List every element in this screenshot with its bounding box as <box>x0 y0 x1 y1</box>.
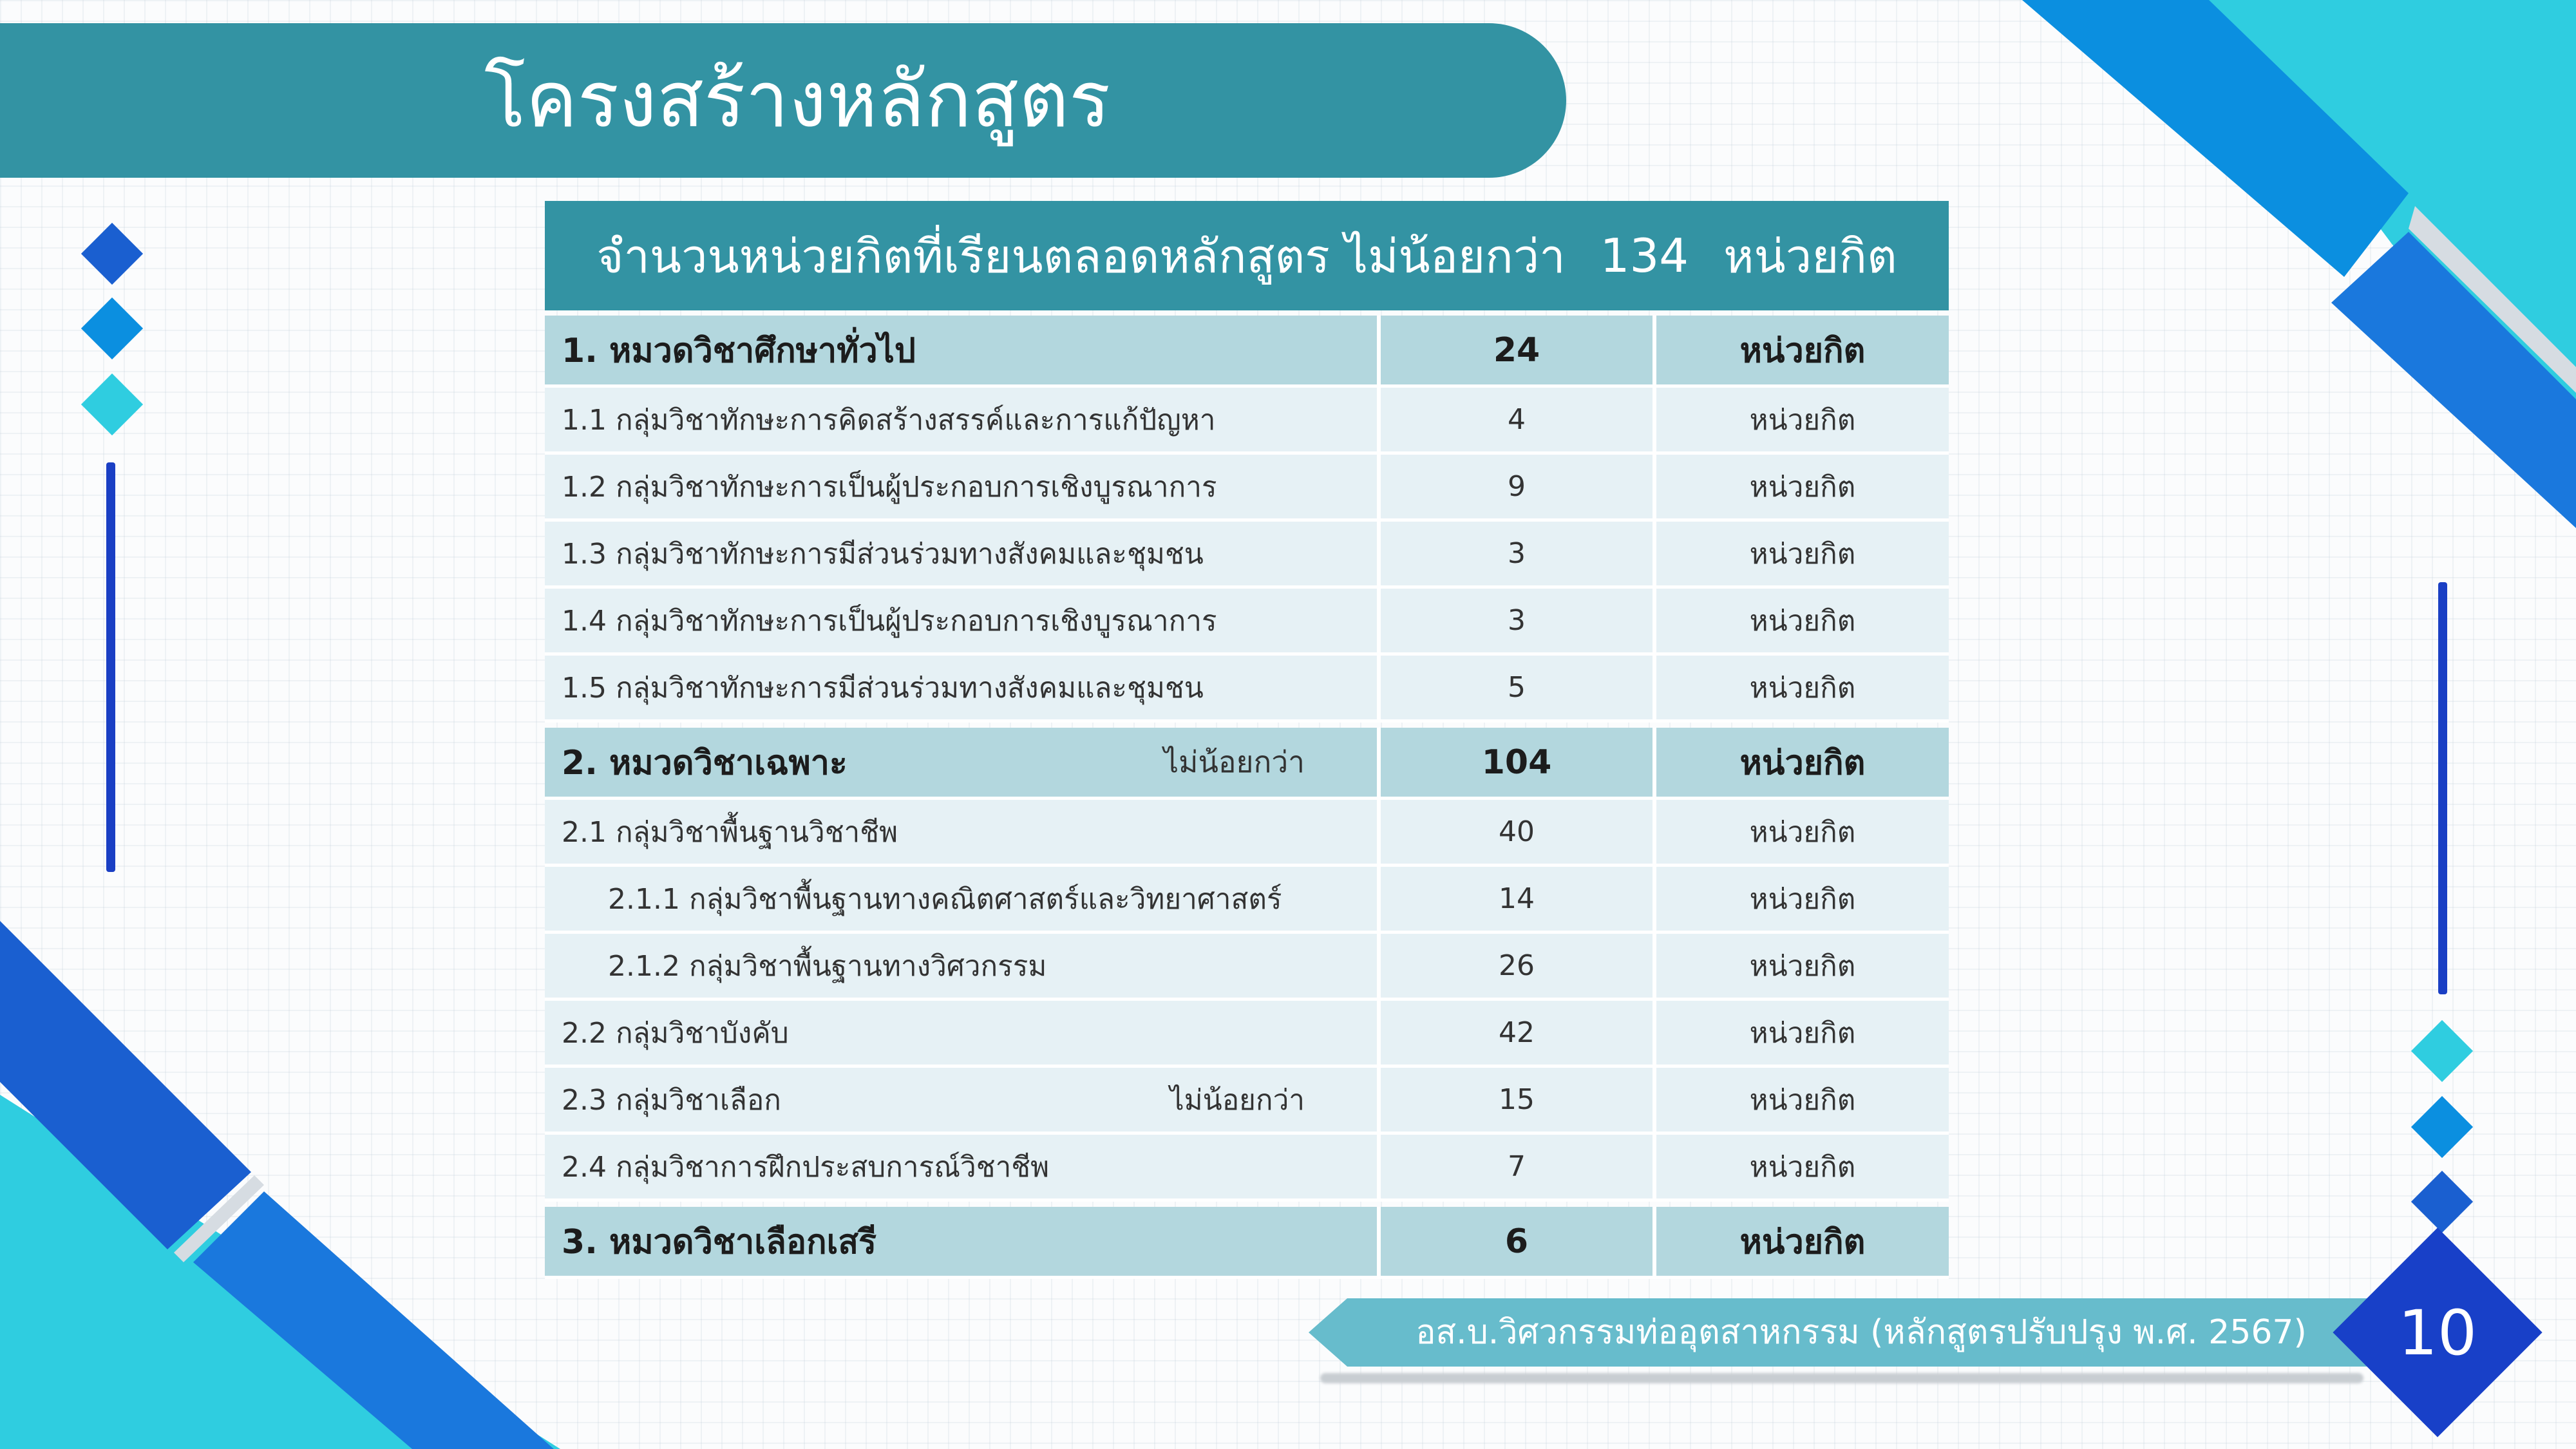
group-name: 1.1 กลุ่มวิชาทักษะการคิดสร้างสรรค์และการแก้ปัญหา <box>562 403 1216 437</box>
group-unit: หน่วยกิต <box>1656 1001 1949 1068</box>
table-header-unit: หน่วยกิต <box>1723 229 1897 283</box>
group-name: 2.1 กลุ่มวิชาพื้นฐานวิชาชีพ <box>562 815 898 849</box>
category-credits: 104 <box>1381 728 1656 800</box>
group-unit: หน่วยกิต <box>1656 388 1949 455</box>
category-name: 3. หมวดวิชาเลือกเสรี <box>562 1223 877 1262</box>
table-row <box>545 1068 1949 1135</box>
table-row <box>545 867 1949 934</box>
group-unit: หน่วยกิต <box>1656 656 1949 723</box>
group-unit: หน่วยกิต <box>1656 867 1949 934</box>
group-unit: หน่วยกิต <box>1656 522 1949 589</box>
group-name: 2.4 กลุ่มวิชาการฝึกประสบการณ์วิชาชีพ <box>562 1150 1050 1184</box>
group-name: 1.2 กลุ่มวิชาทักษะการเป็นผู้ประกอบการเชิงบูรณาการ <box>562 470 1217 504</box>
group-name: 1.5 กลุ่มวิชาทักษะการมีส่วนร่วมทางสังคมและชุมชน <box>562 671 1204 705</box>
group-credits: 14 <box>1381 867 1656 934</box>
table-row <box>545 522 1949 589</box>
group-credits: 15 <box>1381 1068 1656 1135</box>
category-unit: หน่วยกิต <box>1656 316 1949 388</box>
subgroup-name: 2.1.1 กลุ่มวิชาพื้นฐานทางคณิตศาสตร์และวิทยาศาสตร์ <box>608 882 1282 916</box>
category-unit: หน่วยกิต <box>1656 1207 1949 1279</box>
category-qualifier: ไม่น้อยกว่า <box>1164 744 1305 779</box>
table-header-credits: 134 <box>1600 229 1689 283</box>
group-credits: 9 <box>1381 455 1656 522</box>
group-unit: หน่วยกิต <box>1656 800 1949 867</box>
group-credits: 4 <box>1381 388 1656 455</box>
group-name: 1.3 กลุ่มวิชาทักษะการมีส่วนร่วมทางสังคมและชุมชน <box>562 537 1204 571</box>
table-row <box>545 1001 1949 1068</box>
category-name: 2. หมวดวิชาเฉพาะ <box>562 744 848 782</box>
group-credits: 42 <box>1381 1001 1656 1068</box>
table-row <box>545 1135 1949 1202</box>
category-unit: หน่วยกิต <box>1656 728 1949 800</box>
group-credits: 26 <box>1381 934 1656 1001</box>
group-qualifier: ไม่น้อยกว่า <box>1170 1083 1305 1117</box>
subgroup-name: 2.1.2 กลุ่มวิชาพื้นฐานทางวิศวกรรม <box>608 949 1047 983</box>
group-credits: 3 <box>1381 522 1656 589</box>
group-credits: 7 <box>1381 1135 1656 1202</box>
table-row <box>545 800 1949 867</box>
footer-text: อส.บ.วิศวกรรมท่ออุตสาหกรรม (หลักสูตรปรับปรุง พ.ศ. 2567) <box>1416 1313 2307 1352</box>
curriculum-table <box>545 201 1949 1279</box>
table-row <box>545 455 1949 522</box>
category-credits: 6 <box>1381 1207 1656 1279</box>
group-name: 2.2 กลุ่มวิชาบังคับ <box>562 1016 789 1050</box>
table-header <box>545 201 1949 310</box>
table-row <box>545 388 1949 455</box>
footer-shadow <box>1320 1373 2363 1383</box>
group-name: 1.4 กลุ่มวิชาทักษะการเป็นผู้ประกอบการเชิงบูรณาการ <box>562 604 1217 638</box>
category-credits: 24 <box>1381 316 1656 388</box>
table-row <box>545 589 1949 656</box>
table-row <box>545 656 1949 723</box>
page-number: 10 <box>2398 1297 2477 1369</box>
table-header-label: จำนวนหน่วยกิตที่เรียนตลอดหลักสูตร ไม่น้อยกว่า <box>596 229 1566 283</box>
group-unit: หน่วยกิต <box>1656 1068 1949 1135</box>
title-banner <box>0 23 1566 178</box>
category-row <box>545 1207 1949 1279</box>
group-credits: 3 <box>1381 589 1656 656</box>
right-vertical-line <box>2438 582 2447 994</box>
group-unit: หน่วยกิต <box>1656 934 1949 1001</box>
group-name: 2.3 กลุ่มวิชาเลือก <box>562 1083 781 1117</box>
page-title: โครงสร้างหลักสูตร <box>484 55 1111 145</box>
group-unit: หน่วยกิต <box>1656 455 1949 522</box>
category-name: 1. หมวดวิชาศึกษาทั่วไป <box>562 332 916 370</box>
left-vertical-line <box>106 462 115 872</box>
group-unit: หน่วยกิต <box>1656 1135 1949 1202</box>
category-row <box>545 316 1949 388</box>
group-credits: 40 <box>1381 800 1656 867</box>
group-credits: 5 <box>1381 656 1656 723</box>
category-row <box>545 728 1949 800</box>
table-row <box>545 934 1949 1001</box>
group-unit: หน่วยกิต <box>1656 589 1949 656</box>
